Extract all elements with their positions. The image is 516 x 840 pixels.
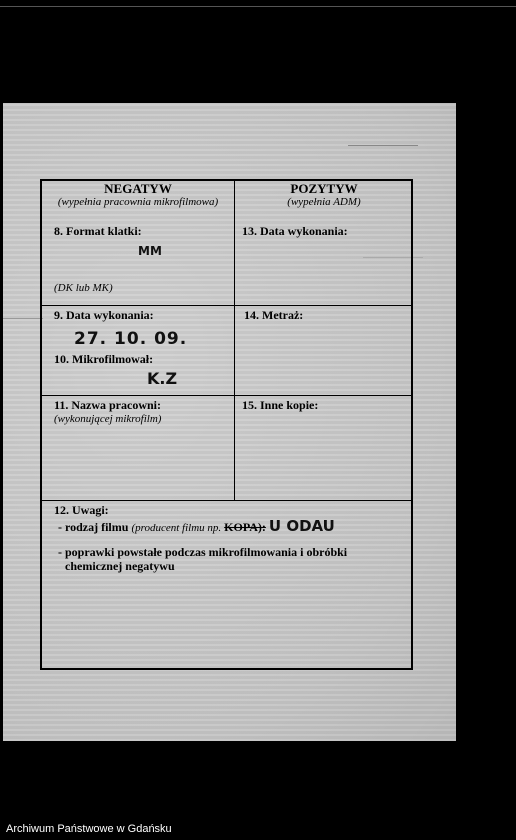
row-divider — [42, 395, 411, 396]
archive-footer: Archiwum Państwowe w Gdańsku — [6, 823, 172, 835]
scan-artifact — [348, 145, 418, 146]
microfilm-form — [40, 179, 413, 670]
field-8-label: 8. Format klatki: — [54, 224, 142, 238]
top-border-line — [0, 6, 516, 7]
column-divider — [234, 181, 235, 500]
field-13-label: 13. Data wykonania: — [242, 224, 348, 238]
field-11-hint: (wykonującej mikrofilm) — [54, 413, 162, 425]
field-12-line1-hand: U ODAU — [268, 517, 335, 535]
field-14-label: 14. Metraż: — [244, 308, 304, 322]
field-9-label: 9. Data wykonania: — [54, 308, 154, 322]
negatyw-subtitle: (wypełnia pracownia mikrofilmowa) — [57, 196, 219, 208]
scan-artifact — [3, 318, 43, 319]
row-divider — [42, 500, 411, 501]
field-8-value: MM — [138, 244, 162, 258]
row-divider — [42, 305, 411, 306]
field-12-line1-italic: (producent filmu np. — [131, 522, 222, 534]
field-12-line1-struck: KOPA): — [224, 520, 266, 534]
pozytyw-title: POZYTYW — [290, 181, 358, 196]
field-12-line1 — [58, 517, 335, 535]
field-12-label: 12. Uwagi: — [54, 503, 109, 517]
field-12-line1-prefix: - rodzaj filmu — [58, 520, 129, 534]
field-12-line2a: - poprawki powstałe podczas mikrofilmowania i obróbki — [58, 545, 348, 559]
field-8-hint: (DK lub MK) — [54, 282, 113, 294]
field-15-label: 15. Inne kopie: — [242, 398, 319, 412]
field-9-value: 27. 10. 09. — [74, 329, 188, 349]
field-10-value: K.Z — [147, 369, 178, 388]
negatyw-title: NEGATYW — [104, 181, 172, 196]
field-11-label: 11. Nazwa pracowni: — [54, 398, 161, 412]
pozytyw-subtitle: (wypełnia ADM) — [287, 196, 361, 208]
field-12-line2b: chemicznej negatywu — [65, 559, 175, 573]
field-10-label: 10. Mikrofilmował: — [54, 352, 154, 366]
